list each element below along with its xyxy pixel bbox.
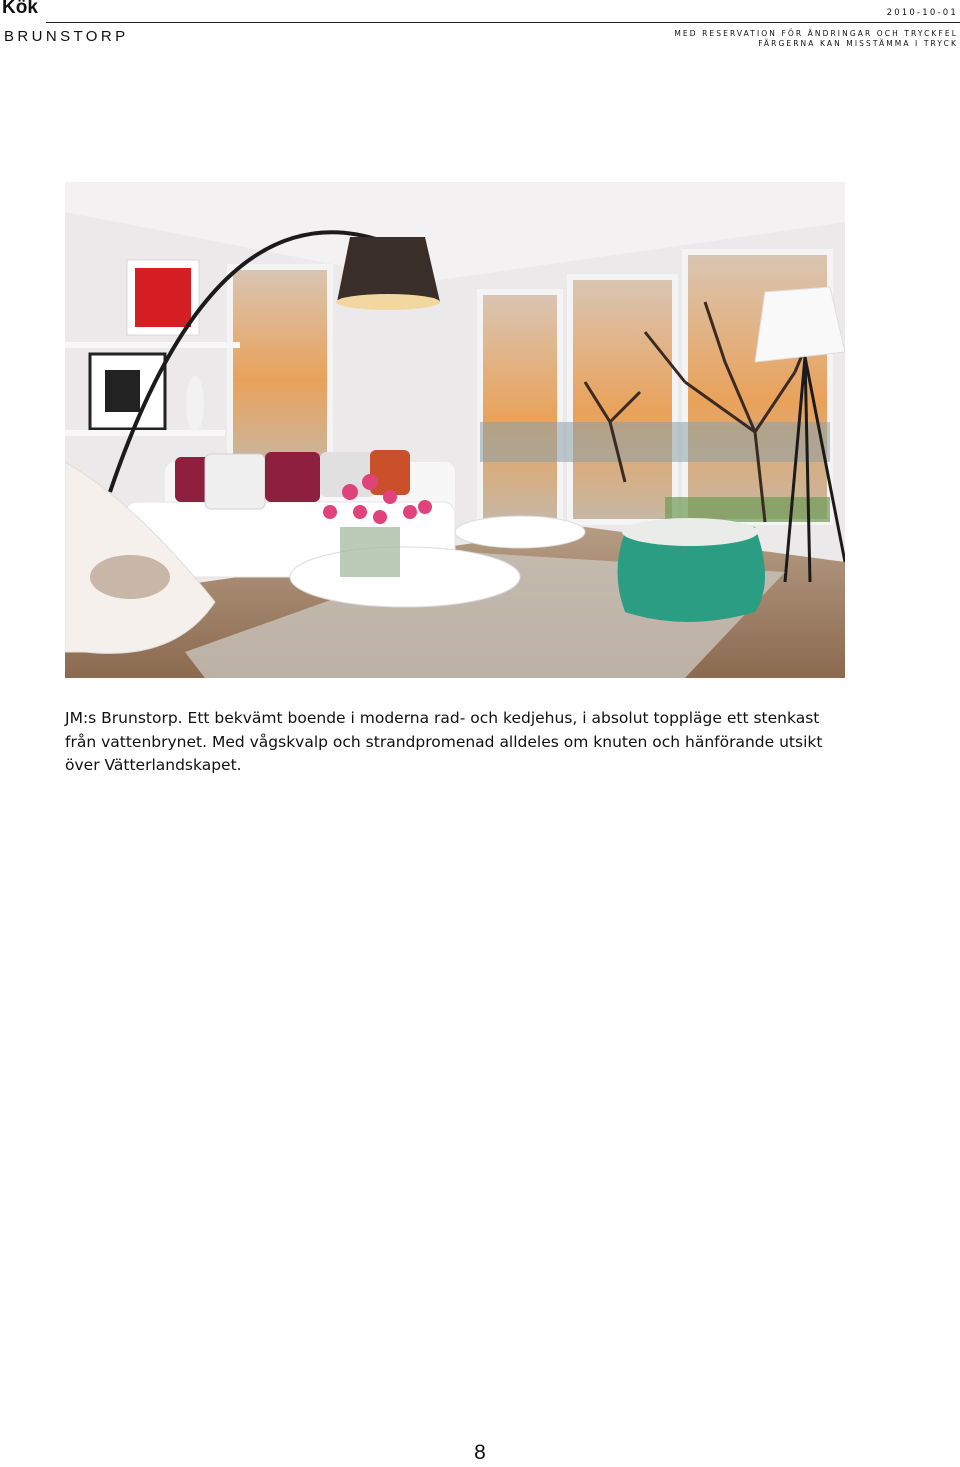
document-date: 2010-10-01 [886,8,958,18]
vase [186,376,204,432]
page-number: 8 [474,1441,486,1464]
floor-lamp-shade [755,287,845,362]
water [480,422,830,462]
disclaimer-line-1: MED RESERVATION FÖR ÄNDRINGAR OCH TRYCKFEL [674,29,958,38]
cushion-3 [265,452,320,502]
photo-caption: JM:s Brunstorp. Ett bekvämt boende i moderna rad- och kedjehus, i absolut toppläge ett stenkast från vattenbrynet. Med vågskvalp och strandpromenad alldeles om knuten och hänförande utsikt över Vätterlandskapet. [65,709,823,774]
side-table [455,516,585,548]
disclaimer-line-2: FÄRGERNA KAN MISSTÄMMA I TRYCK [758,39,958,48]
interior-photo [65,182,845,678]
section-title: Kök [2,0,38,18]
coffee-table [290,547,520,607]
cushion-2 [205,454,265,509]
shelf-2 [65,430,225,436]
interior-photo-illustration [65,182,845,678]
window-1 [480,292,560,522]
window-left [230,267,330,472]
chair-cushion [90,555,170,599]
disclaimer [674,29,958,49]
flower-vase [340,527,400,577]
arc-lamp-shade [337,237,440,302]
project-name: BRUNSTORP [4,28,129,45]
cushion-5 [370,450,410,495]
window-2 [570,277,675,522]
shelf-1 [65,342,240,348]
header-rule [46,22,960,23]
